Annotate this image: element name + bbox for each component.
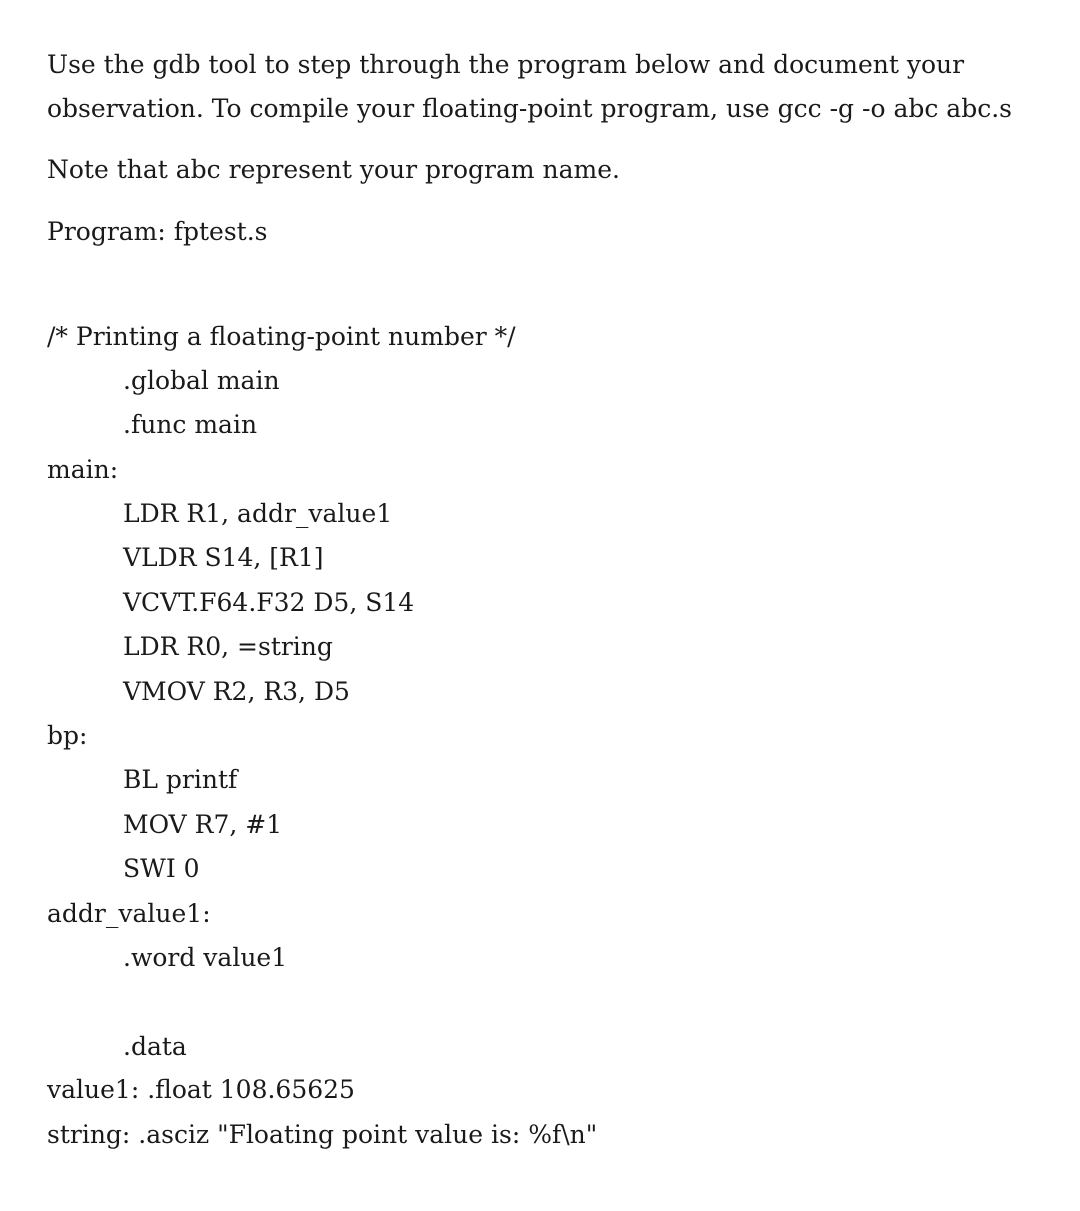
code-line-vldr: VLDR S14, [R1]	[123, 543, 324, 572]
code-line-global: .global main	[123, 366, 280, 395]
code-line-value1: value1: .float 108.65625	[47, 1075, 355, 1104]
code-line-word: .word value1	[123, 943, 288, 972]
code-line-string: string: .asciz "Floating point value is: %f\n"	[47, 1120, 598, 1149]
code-line-vmov: VMOV R2, R3, D5	[123, 677, 350, 706]
code-label-main: main:	[47, 455, 119, 484]
code-label-addr-value1: addr_value1:	[47, 899, 211, 928]
note-text: Note that abc represent your program name.	[47, 155, 620, 184]
code-line-bl: BL printf	[123, 765, 238, 794]
code-line-vcvt: VCVT.F64.F32 D5, S14	[123, 588, 415, 617]
code-line-mov: MOV R7, #1	[123, 810, 283, 839]
code-line-ldr-r0: LDR R0, =string	[123, 632, 333, 661]
program-label: Program: fptest.s	[47, 217, 268, 246]
code-line-ldr-r1: LDR R1, addr_value1	[123, 499, 393, 528]
code-line-data: .data	[123, 1032, 187, 1061]
code-comment: /* Printing a floating-point number */	[47, 322, 516, 351]
code-line-swi: SWI 0	[123, 854, 200, 883]
intro-line-1: Use the gdb tool to step through the program below and document your	[47, 50, 965, 79]
code-line-func: .func main	[123, 410, 258, 439]
intro-line-2: observation. To compile your floating-point program, use gcc -g -o abc abc.s	[47, 94, 1012, 123]
code-label-bp: bp:	[47, 721, 88, 750]
